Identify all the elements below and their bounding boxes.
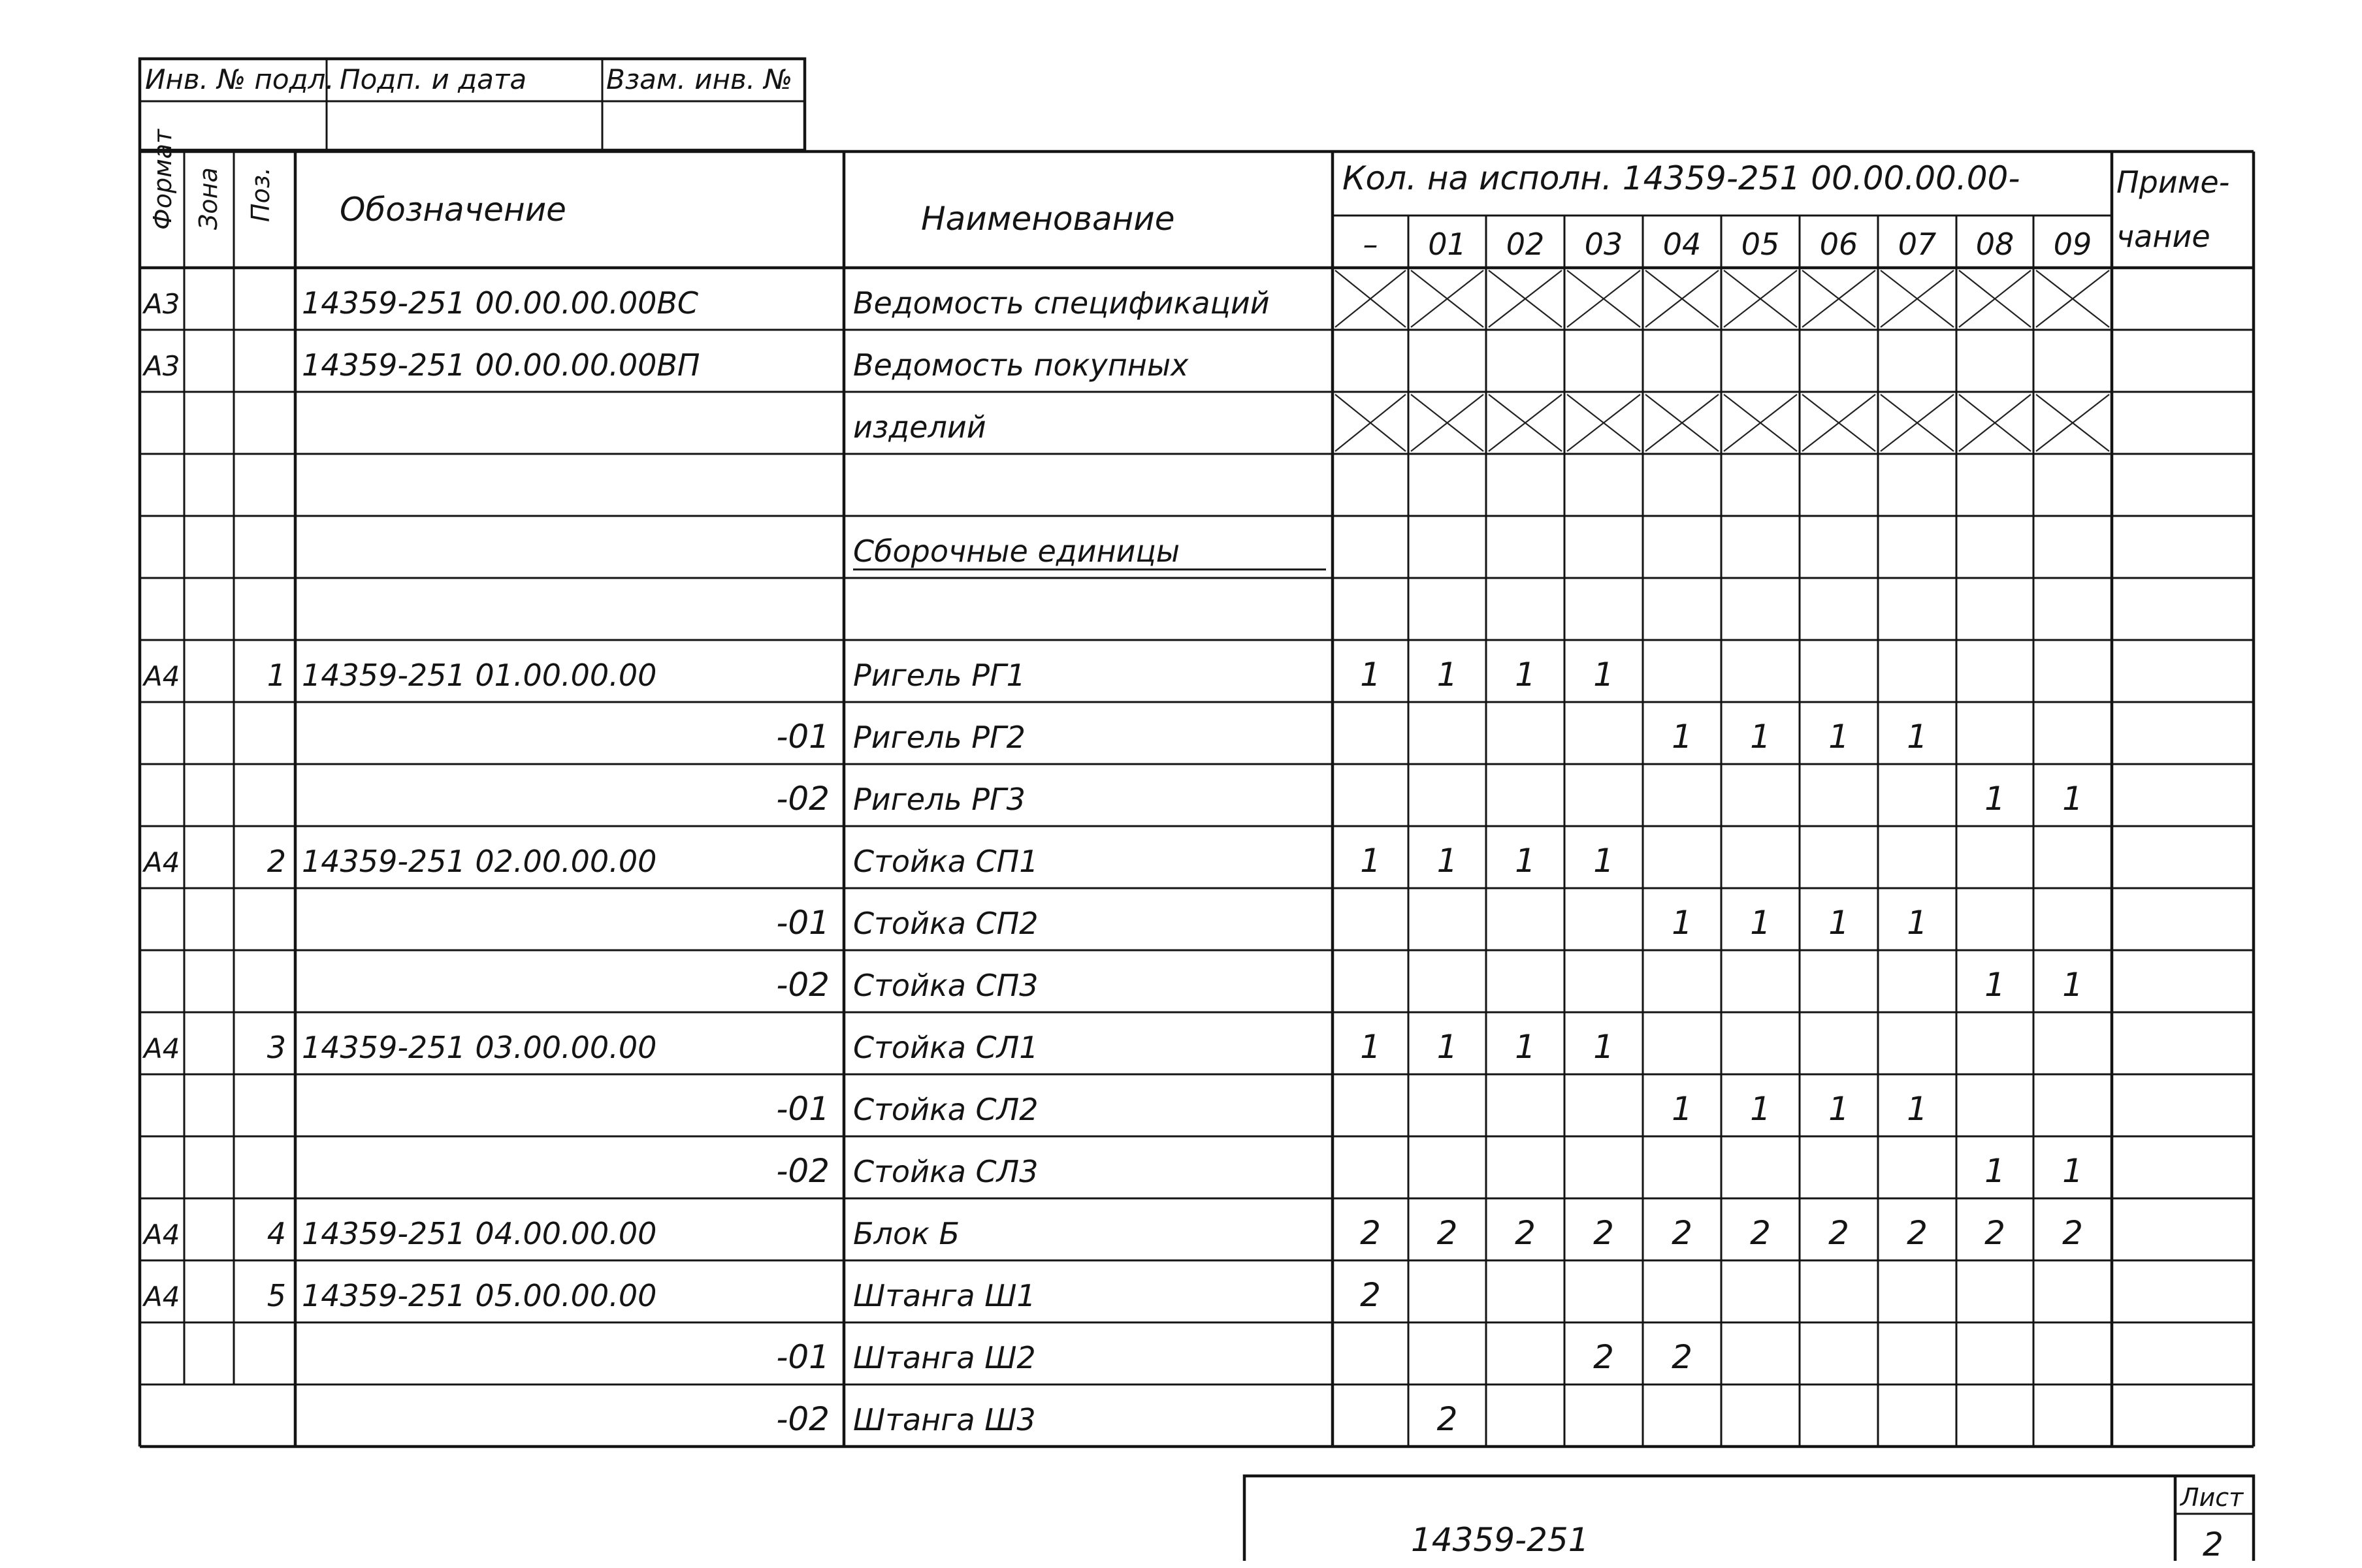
row-name: Стойка СЛ1 — [853, 1030, 1039, 1065]
execution-header-9: 09 — [2053, 227, 2092, 262]
row-name: Блок Б — [853, 1216, 960, 1251]
row-position: 2 — [267, 844, 286, 879]
quantity-cell: 1 — [1436, 656, 1458, 694]
table-row — [142, 656, 1614, 694]
quantity-cell: 1 — [1436, 842, 1458, 880]
header-pos: Поз. — [246, 167, 275, 222]
header-designation: Обозначение — [340, 191, 566, 229]
table-row — [142, 1028, 1614, 1066]
quantity-cell: 1 — [1750, 904, 1771, 942]
quantity-cell: 2 — [1360, 1214, 1381, 1252]
table-row — [142, 347, 1189, 383]
row-name: Ригель РГ2 — [853, 720, 1026, 755]
table-row — [142, 270, 2109, 327]
quantity-cell: 1 — [1907, 1090, 1928, 1128]
quantity-cell: 2 — [1672, 1338, 1692, 1376]
quantity-cell: 1 — [1984, 1152, 2005, 1190]
quantity-cell: 2 — [1436, 1400, 1458, 1438]
execution-header-2: 02 — [1506, 227, 1545, 262]
quantity-cell: 1 — [2062, 966, 2083, 1004]
quantity-cell: 2 — [1672, 1214, 1692, 1252]
quantity-cell: 2 — [1750, 1214, 1771, 1252]
quantity-cell: 2 — [1360, 1276, 1381, 1314]
quantity-cell: 1 — [1360, 842, 1381, 880]
table-header — [148, 128, 2229, 262]
quantity-cell: 1 — [1436, 1028, 1458, 1066]
top-stamp-block — [140, 59, 805, 150]
header-format: Формат — [148, 129, 177, 230]
row-designation: -02 — [776, 1152, 830, 1190]
row-name: Штанга Ш2 — [853, 1340, 1036, 1375]
header-note-line2: чание — [2116, 219, 2210, 254]
row-name: Ведомость покупных — [853, 347, 1189, 383]
header-zone: Зона — [194, 167, 223, 230]
row-designation: 14359-251 04.00.00.00 — [302, 1216, 657, 1251]
row-format: А3 — [144, 288, 180, 320]
execution-header-3: 03 — [1584, 227, 1623, 262]
quantity-cell: 1 — [2062, 780, 2083, 818]
table-row — [142, 1214, 2083, 1252]
execution-header-5: 05 — [1741, 227, 1780, 262]
table-row — [853, 394, 2109, 451]
quantity-cell: 1 — [1750, 718, 1771, 756]
row-designation: 14359-251 01.00.00.00 — [302, 658, 657, 693]
row-designation: 14359-251 03.00.00.00 — [302, 1030, 657, 1065]
quantity-cell: 1 — [1828, 1090, 1849, 1128]
row-designation: 14359-251 02.00.00.00 — [302, 844, 657, 879]
replaced-inv-label: Взам. инв. № — [606, 63, 793, 95]
execution-header-8: 08 — [1975, 227, 2014, 262]
bottom-title-block — [1244, 1476, 2254, 1563]
table-row — [776, 966, 2083, 1004]
quantity-cell: 1 — [1360, 656, 1381, 694]
row-designation: -02 — [776, 966, 830, 1004]
row-designation: 14359-251 00.00.00.00ВС — [302, 285, 699, 321]
table-row — [776, 904, 1928, 942]
row-name: Стойка СЛ2 — [853, 1092, 1039, 1127]
header-note-line1: Приме- — [2116, 165, 2230, 200]
row-position: 4 — [267, 1216, 286, 1251]
table-row — [776, 1338, 1692, 1376]
row-designation: -02 — [776, 780, 830, 818]
specification-table-grid — [140, 152, 2254, 1447]
header-quantity-title: Кол. на исполн. 14359-251 00.00.00.00- — [1342, 159, 2020, 197]
row-format: А4 — [144, 1219, 180, 1251]
table-row — [776, 780, 2083, 818]
row-name: Сборочные единицы — [853, 534, 1180, 569]
quantity-cell: 1 — [1593, 656, 1614, 694]
quantity-cell: 1 — [1984, 780, 2005, 818]
row-designation: -01 — [776, 718, 830, 756]
row-name: изделий — [853, 409, 986, 445]
document-code: 14359-251 — [1411, 1521, 1589, 1559]
table-row — [776, 718, 1928, 756]
quantity-cell: 1 — [2062, 1152, 2083, 1190]
quantity-cell: 1 — [1750, 1090, 1771, 1128]
execution-header-1: 01 — [1428, 227, 1466, 262]
quantity-cell: 2 — [1593, 1214, 1614, 1252]
table-row — [142, 842, 1614, 880]
row-name: Штанга Ш3 — [853, 1402, 1036, 1437]
row-name: Стойка СП3 — [853, 968, 1039, 1003]
quantity-cell: 2 — [1436, 1214, 1458, 1252]
row-format: А4 — [144, 660, 180, 692]
quantity-cell: 1 — [1672, 1090, 1692, 1128]
quantity-cell: 1 — [1515, 842, 1536, 880]
quantity-cell: 2 — [2062, 1214, 2083, 1252]
quantity-cell: 1 — [1515, 1028, 1536, 1066]
table-row — [142, 1276, 1381, 1314]
quantity-cell: 2 — [1984, 1214, 2005, 1252]
quantity-cell: 1 — [1672, 718, 1692, 756]
row-position: 1 — [267, 658, 286, 693]
execution-header-4: 04 — [1662, 227, 1702, 262]
row-designation: -02 — [776, 1400, 830, 1438]
header-name: Наименование — [921, 200, 1175, 238]
quantity-cell: 1 — [1593, 842, 1614, 880]
quantity-cell: 1 — [1515, 656, 1536, 694]
table-rows — [142, 270, 2109, 1438]
row-name: Штанга Ш1 — [853, 1278, 1036, 1313]
table-row — [853, 534, 1326, 569]
row-name: Ведомость спецификаций — [853, 285, 1270, 321]
table-row — [776, 1090, 1928, 1128]
quantity-cell: 1 — [1593, 1028, 1614, 1066]
row-name: Стойка СЛ3 — [853, 1154, 1039, 1189]
row-name: Ригель РГ3 — [853, 782, 1026, 817]
table-row — [776, 1152, 2083, 1190]
quantity-cell: 1 — [1828, 718, 1849, 756]
row-format: А3 — [144, 350, 180, 382]
quantity-cell: 1 — [1907, 718, 1928, 756]
row-designation: -01 — [776, 1090, 830, 1128]
row-designation: 14359-251 00.00.00.00ВП — [302, 347, 700, 383]
quantity-cell: 1 — [1360, 1028, 1381, 1066]
quantity-cell: 1 — [1984, 966, 2005, 1004]
sheet-number: 2 — [2203, 1526, 2224, 1563]
execution-headers — [1363, 227, 2092, 262]
quantity-cell: 1 — [1828, 904, 1849, 942]
quantity-cell: 2 — [1828, 1214, 1849, 1252]
row-format: А4 — [144, 1281, 180, 1313]
row-name: Ригель РГ1 — [853, 658, 1026, 693]
quantity-cell: 2 — [1593, 1338, 1614, 1376]
row-position: 5 — [267, 1278, 286, 1313]
row-position: 3 — [267, 1030, 286, 1065]
row-format: А4 — [144, 846, 180, 878]
execution-header-0: – — [1363, 227, 1378, 262]
quantity-cell: 2 — [1515, 1214, 1536, 1252]
row-designation: 14359-251 05.00.00.00 — [302, 1278, 657, 1313]
row-designation: -01 — [776, 904, 830, 942]
sheet-label: Лист — [2180, 1483, 2244, 1512]
row-name: Стойка СП2 — [853, 906, 1039, 941]
row-format: А4 — [144, 1032, 180, 1064]
inv-number-label: Инв. № подл. — [145, 63, 334, 95]
row-designation: -01 — [776, 1338, 830, 1376]
sign-date-label: Подп. и дата — [340, 63, 527, 95]
table-row — [776, 1400, 1457, 1438]
quantity-cell: 1 — [1907, 904, 1928, 942]
quantity-cell: 1 — [1672, 904, 1692, 942]
quantity-cell: 2 — [1907, 1214, 1928, 1252]
execution-header-6: 06 — [1819, 227, 1858, 262]
execution-header-7: 07 — [1898, 227, 1937, 262]
row-name: Стойка СП1 — [853, 844, 1039, 879]
